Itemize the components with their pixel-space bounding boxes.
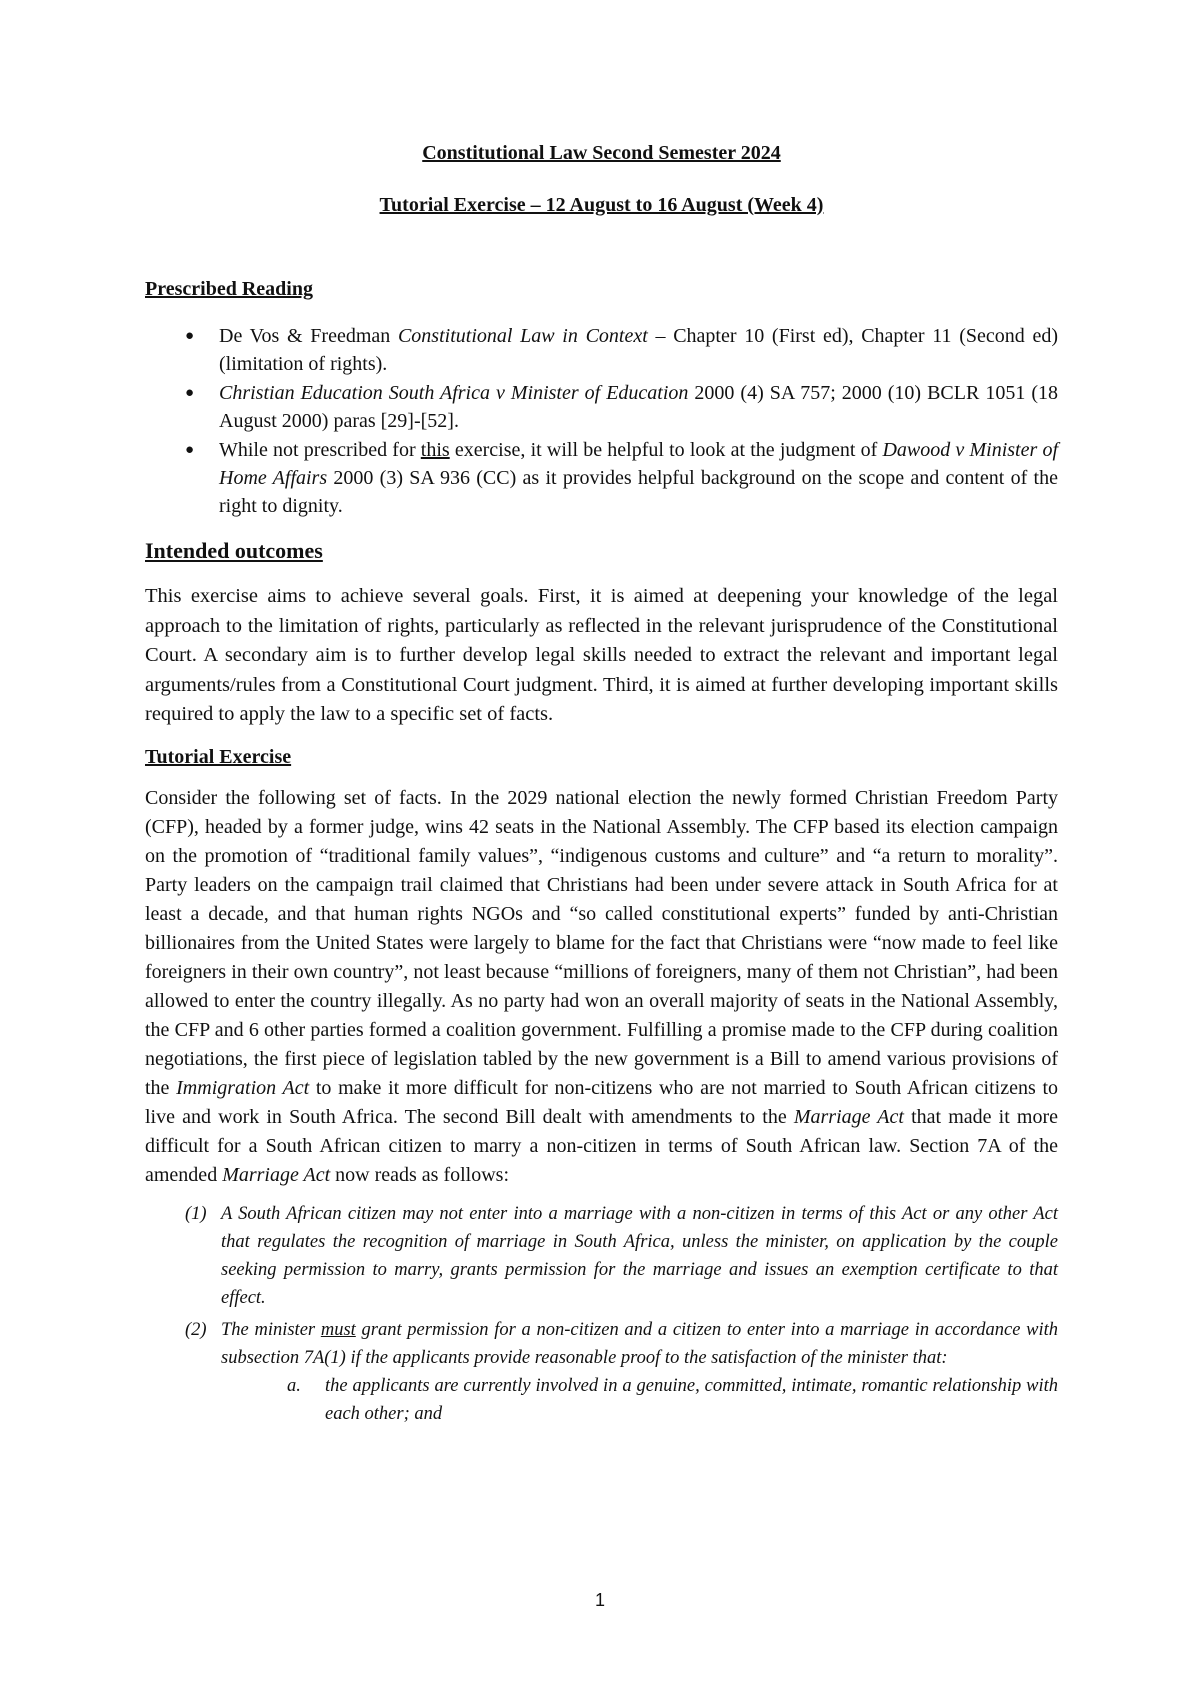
reading-text: While not prescribed for: [219, 439, 421, 461]
reading-text: exercise, it will be helpful to look at the judgment of: [449, 439, 883, 461]
reading-item: [185, 322, 1058, 378]
act-name: Marriage Act: [793, 1105, 904, 1128]
underlined-word: must: [320, 1319, 356, 1340]
reading-item: [185, 436, 1058, 520]
paragraph-a: [287, 1372, 1058, 1428]
reading-text: De Vos & Freedman: [219, 325, 398, 347]
reading-text: 2000 (3) SA 936 (CC) as it provides helpful background on the scope and content of the right to dignity.: [219, 467, 1058, 517]
section-7a-list: [145, 1200, 1058, 1428]
subsection-2-items: [221, 1372, 1058, 1428]
subsection-text: grant permission for a non-citizen and a citizen to enter into a marriage in accordance with subsection 7A(1) if the applicants provide reasonable proof to the satisfaction of the minister that:: [221, 1319, 1059, 1368]
reading-text: 2000 (4) SA 757; 2000 (10) BCLR 1051 (18 August 2000) paras [29]-[52].: [219, 382, 1058, 432]
facts-paragraph: [145, 784, 1058, 1190]
underlined-word: this: [420, 439, 450, 461]
bullet-icon: ●: [185, 328, 195, 344]
subsection-text: A South African citizen may not enter into a marriage with a non-citizen in terms of this Act or any other Act that regulates the recognition of marriage in South Africa, unless the minister, on application by the couple seeking permission to marry, grants permission for the marriage and issues an exemption certificate to that effect.: [221, 1203, 1058, 1308]
document-title: Constitutional Law Second Semester 2024: [422, 142, 781, 164]
subsection-1: [185, 1200, 1058, 1312]
book-title: Constitutional Law in Context: [397, 325, 648, 347]
reading-text: – Chapter 10 (First ed), Chapter 11 (Second ed) (limitation of rights).: [219, 325, 1058, 375]
subsection-2: [185, 1316, 1058, 1428]
prescribed-reading-heading: Prescribed Reading: [145, 278, 313, 300]
prescribed-reading-list: [145, 322, 1058, 520]
intended-outcomes-heading: Intended outcomes: [145, 538, 323, 563]
bullet-icon: ●: [185, 442, 195, 458]
facts-text: that made it more difficult for a South African citizen to marry a non-citizen in terms of South African law. Section 7A of the amended: [145, 1105, 1058, 1186]
facts-text: now reads as follows:: [330, 1163, 509, 1186]
subsection-number: (2): [185, 1319, 207, 1340]
document-subtitle: Tutorial Exercise – 12 August to 16 August (Week 4): [379, 194, 824, 216]
page-number: 1: [594, 1590, 605, 1610]
reading-item: [185, 379, 1058, 435]
case-name: Dawood v Minister of Home Affairs: [219, 439, 1058, 489]
paragraph-letter: a.: [287, 1375, 301, 1396]
subsection-number: (1): [185, 1203, 207, 1224]
facts-text: to make it more difficult for non-citizens who are not married to South African citizens to live and work in South Africa. The second Bill dealt with amendments to the: [145, 1076, 1058, 1128]
act-name: Marriage Act: [222, 1163, 331, 1186]
tutorial-exercise-heading: Tutorial Exercise: [145, 745, 292, 768]
bullet-icon: ●: [185, 385, 195, 401]
facts-text: Consider the following set of facts. In the 2029 national election the newly formed Christian Freedom Party (CFP), headed by a former judge, wins 42 seats in the National Assembly. The CFP based its election campaign on the promotion of “traditional family values”, “indigenous customs and culture” and “a return to morality”. Party leaders on the campaign trail claimed that Christians had been under severe attack in South Africa for at least a decade, and that human rights NGOs and “so called constitutional experts” funded by anti-Christian billionaires from the United States were largely to blame for the fact that Christians were “now made to feel like foreigners in their own country”, not least because “millions of foreigners, many of them not Christian”, had been allowed to enter the country illegally. As no party had won an overall majority of seats in the National Assembly, the CFP and 6 other parties formed a coalition government. Fulfilling a promise made to the CFP during coalition negotiations, the first piece of legislation tabled by the new government is a Bill to amend various provisions of the: [145, 786, 1058, 1099]
paragraph-text: the applicants are currently involved in a genuine, committed, intimate, romantic relationship with each other; and: [325, 1375, 1058, 1424]
subsection-text: The minister: [221, 1319, 321, 1340]
case-name: Christian Education South Africa v Minister of Education: [219, 382, 689, 404]
act-name: Immigration Act: [176, 1076, 310, 1099]
intended-outcomes-paragraph: This exercise aims to achieve several goals. First, it is aimed at deepening your knowledge of the legal approach to the limitation of rights, particularly as reflected in the relevant jurisprudence of the Constitutional Court. A secondary aim is to further develop legal skills needed to extract the relevant and important legal arguments/rules from a Constitutional Court judgment. Third, it is aimed at further developing important skills required to apply the law to a specific set of facts.: [145, 585, 1058, 725]
